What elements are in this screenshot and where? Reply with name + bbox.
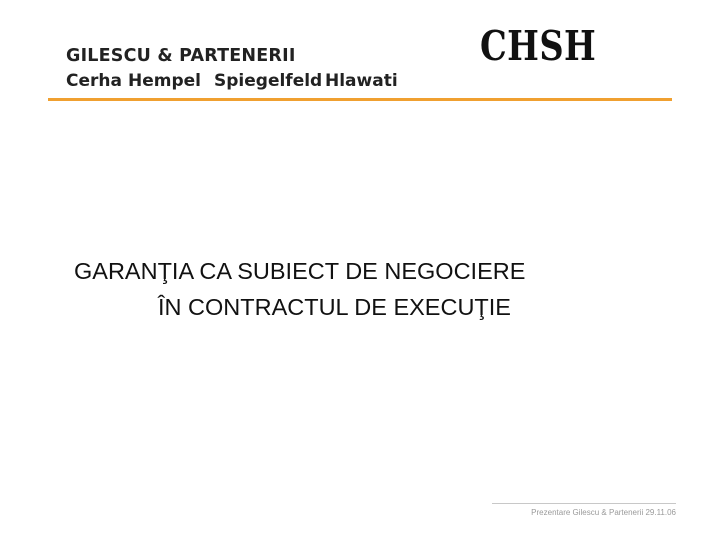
partner-names <box>66 70 406 92</box>
chsh-logo: CHSH <box>480 22 597 70</box>
partner-name: Cerha <box>66 71 122 91</box>
slide-title <box>74 253 694 325</box>
partner-name: Hempel <box>128 71 201 91</box>
header-divider <box>48 98 672 101</box>
footer-divider <box>492 503 676 504</box>
slide-title-line-1: GARANŢIA CA SUBIECT DE NEGOCIERE <box>74 258 526 284</box>
footer-caption: Prezentare Gilescu & Partenerii 29.11.06 <box>531 508 676 517</box>
firm-logo <box>66 45 406 92</box>
partner-name: Spiegelfeld <box>214 71 323 91</box>
firm-name: GILESCU & PARTENERII <box>66 46 296 66</box>
slide-title-line-2: ÎN CONTRACTUL DE EXECUŢIE <box>158 294 511 320</box>
partner-name: Hlawati <box>325 71 398 91</box>
